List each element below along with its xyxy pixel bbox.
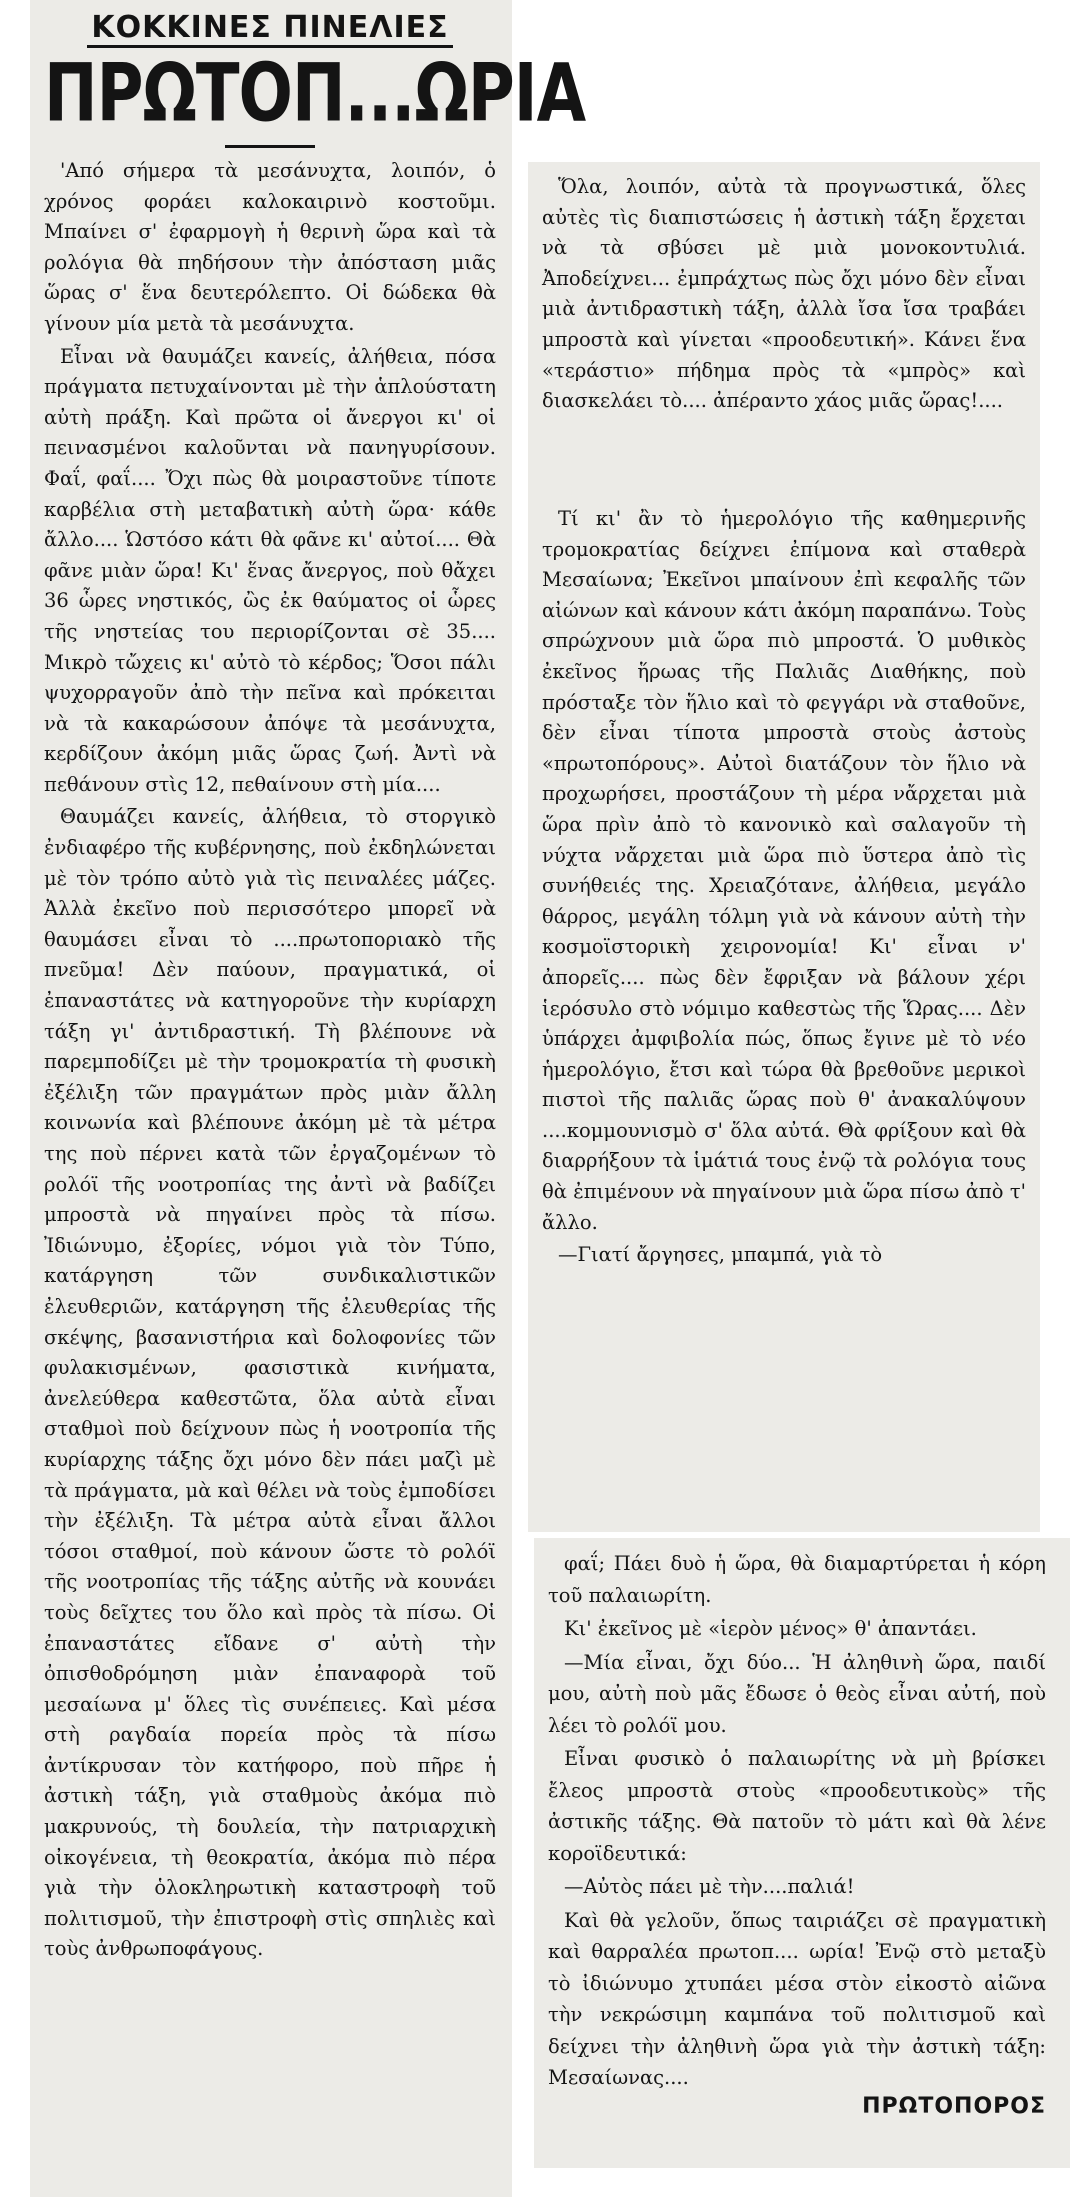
right-bottom-paragraph-1: φαΐ; Πάει δυὸ ἡ ὥρα, θὰ διαμαρτύρεται ἡ κόρη τοῦ παλαιωρίτη. xyxy=(548,1552,1046,1607)
right-middle-paragraph-2: —Γιατί ἄργησες, μπαμπά, γιὰ τὸ xyxy=(558,1243,883,1267)
left-paragraph-3: Θαυμάζει κανείς, ἀλήθεια, τὸ στοργικὸ ἐνδιαφέρο τῆς κυβέρνησης, ποὺ ἐκδηλώνεται μὲ τὸν τρόπο αὐτὸ γιὰ τὶς πειναλέες μάζες. Ἀλλὰ ἐκεῖνο ποὺ περισσότερο μπορεῖ νὰ θαυμάσει εἶναι τὸ ....πρωτοποριακὸ τῆς πνεῦμα! Δὲν παύουν, πραγματικά, οἱ ἐπαναστάτες νὰ κατηγοροῦνε τὴν κυρίαρχη τάξη γι' ἀντιδραστική. Τὴ βλέπουνε νὰ παρεμποδίζει μὲ τὴν τρομοκρατία τὴ φυσικὴ ἐξέλιξη τῶν πραγμάτων πρὸς μιὰν ἄλλη κοινωνία καὶ βλέπουνε ἀκόμη μὲ τὰ μέτρα της ποὺ πέρνει κατὰ τῶν ἐργαζομένων τὸ ρολόϊ τῆς νοοτροπίας της ἀντὶ νὰ βαδίζει μπροστὰ νὰ πηγαίνει πρὸς τὰ πίσω. Ἰδιώνυμο, ἐξορίες, νόμοι γιὰ τὸν Τύπο, κατάργηση τῶν συνδικαλιστικῶν ἐλευθεριῶν, κατάργηση τῆς ἐλευθερίας τῆς σκέψης, βασανιστήρια καὶ δολοφονίες τῶν φυλακισμένων, φασιστικὰ κινήματα, ἀνελεύθερα καθεστῶτα, ὅλα αὐτὰ εἶναι σταθμοὶ ποὺ δείχνουν πὼς ἡ νοοτροπία τῆς κυρίαρχης τάξης ὄχι μόνο δὲν πάει μαζὶ μὲ τὰ πράγματα, μὰ καὶ θέλει νὰ τοὺς ἐμποδίσει τὴν ἐξέλιξη. Τὰ μέτρα αὐτὰ εἶναι ἄλλοι τόσοι σταθμοί, ποὺ κάνουν ὥστε τὸ ρολόϊ τῆς νοοτροπίας τῆς τάξης αὐτῆς νὰ κουνάει τοὺς δεῖχτες του ὅλο καὶ πρὸς τὰ πίσω. Οἱ ἐπαναστάτες εἴδανε σ' αὐτὴ τὴν ὀπισθοδρόμηση μιὰν ἐπαναφορὰ τοῦ μεσαίωνα μ' ὅλες τὶς συνέπειες. Καὶ μέσα στὴ ραγδαία πορεία πρὸς τὰ πίσω ἀντίκρυσαν τὸν κατήφορο, ποὺ πῆρε ἡ ἀστικὴ τάξη, γιὰ σταθμοὺς ἀκόμα πιὸ μακρυνούς, τὴ δουλεία, τὴν πατριαρχικὴ οἰκογένεια, τὴ θεοκρατία, ἀκόμα πιὸ πέρα γιὰ τὴν ὁλοκληρωτικὴ καταστροφὴ τοῦ πολιτισμοῦ, τὴν ἐπιστροφὴ στὶς σπηλιὲς καὶ τοὺς ἀνθρωποφάγους. xyxy=(44,805,496,1961)
left-paragraph-2: Εἶναι νὰ θαυμάζει κανείς, ἀλήθεια, πόσα πράγματα πετυχαίνονται μὲ τὴν ἁπλούστατη αὐτὴ πράξη. Καὶ πρῶτα οἱ ἄνεργοι κι' οἱ πεινασμένοι καλοῦνται νὰ πανηγυρίσουν. Φαΐ, φαΐ.... Ὄχι πὼς θὰ μοιραστοῦνε τίποτε καρβέλια στὴ μεταβατικὴ αὐτὴ ὥρα· κάθε ἄλλο.... Ὡστόσο κάτι θὰ φᾶνε κι' αὐτοί.... Θὰ φᾶνε μιὰν ὥρα! Κι' ἕνας ἄνεργος, ποὺ θἄχει 36 ὧρες νηστικός, ὢς ἐκ θαύματος οἱ ὧρες τῆς νηστείας του περιορίζονται σὲ 35.... Μικρὸ τὤχεις κι' αὐτὸ τὸ κέρδος; Ὅσοι πάλι ψυχορραγοῦν ἀπὸ τὴν πεῖνα καὶ πρόκειται νὰ τὰ κακαρώσουν ἀπόψε τὰ μεσάνυχτα, κερδίζουν ἀκόμη μιᾶς ὥρας ζωή. Ἀντὶ νὰ πεθάνουν στὶς 12, πεθαίνουν στὴ μία.... xyxy=(44,344,496,796)
right-bottom-paragraph-4: Εἶναι φυσικὸ ὁ παλαιωρίτης νὰ μὴ βρίσκει ἔλεος μπροστὰ στοὺς «προοδευτικοὺς» τῆς ἀστικῆς τάξης. Θὰ πατοῦν τὸ μάτι καὶ θὰ λένε κοροϊδευτικά: xyxy=(548,1747,1046,1865)
right-bottom-paragraph-6: Καὶ θὰ γελοῦν, ὅπως ταιριάζει σὲ πραγματικὴ καὶ θαρραλέα πρωτοπ.... ωρία! Ἐνῷ στὸ μεταξὺ τὸ ἰδιώνυμο χτυπάει μέσα στὸν εἰκοστὸ αἰῶνα τὴν νεκρώσιμη καμπάνα τοῦ πολιτισμοῦ καὶ δείχνει τὴν ἀληθινὴ ὥρα γιὰ τὴν ἀστικὴ τάξη: Μεσαίωνας.... xyxy=(548,1908,1046,2089)
right-bottom-paragraph-5: —Αὐτὸς πάει μὲ τὴν....παλιά! xyxy=(564,1875,855,1898)
article-kicker: ΚΟΚΚΙΝΕΣ ΠΙΝΕΛΙΕΣ xyxy=(44,10,496,45)
right-middle-clipping xyxy=(528,492,1040,1532)
article-headline: ΠΡΩΤΟΠ...ΩΡΙΑ xyxy=(44,47,586,141)
left-paragraph-1: 'Από σήμερα τὰ μεσάνυχτα, λοιπόν, ὁ χρόνος φοράει καλοκαιρινὸ κοστοῦμι. Μπαίνει σ' ἐφαρμογὴ ἡ θερινὴ ὥρα καὶ τὰ ρολόγια θὰ πηδήσουν τὴν ἀπόσταση μιᾶς ὥρας σ' ἕνα δευτερόλεπτο. Οἱ δώδεκα θὰ γίνουν μία μετὰ τὰ μεσάνυχτα. xyxy=(44,159,496,335)
right-bottom-paragraph-3: —Μία εἶναι, ὄχι δύο... Ἡ ἀληθινὴ ὥρα, παιδί μου, αὐτὴ ποὺ μᾶς ἔδωσε ὁ θεὸς εἶναι αὐτή, ποὺ λέει τὸ ρολόϊ μου. xyxy=(548,1650,1046,1737)
right-bottom-paragraph-2: Κι' ἐκεῖνος μὲ «ἱερὸν μένος» θ' ἀπαντάει. xyxy=(564,1617,977,1640)
right-top-paragraph-1: Ὅλα, λοιπόν, αὐτὰ τὰ προγνωστικά, ὅλες αὐτὲς τὶς διαπιστώσεις ἡ ἀστικὴ τάξη ἔρχεται νὰ τὰ σβύσει μὲ μιὰ μονοκοντυλιά. Ἀποδείχνει... ἐμπράχτως πὼς ὄχι μόνο δὲν εἶναι μιὰ ἀντιδραστικὴ τάξη, ἀλλὰ ἴσα ἴσα τραβάει μπροστὰ καὶ γίνεται «προοδευτική». Κάνει ἕνα «τεράστιο» πήδημα πρὸς τὰ «μπρὸς» καὶ διασκελάει τὸ.... ἀπέραντο χάος μιᾶς ὥρας!.... xyxy=(542,175,1026,413)
right-bottom-clipping xyxy=(534,1538,1070,2168)
right-middle-paragraph-1: Τί κι' ἂν τὸ ἡμερολόγιο τῆς καθημερινῆς τρομοκρατίας δείχνει ἐπίμονα καὶ σταθερὰ Μεσαίωνα; Ἐκεῖνοι μπαίνουν ἐπὶ κεφαλῆς τῶν αἰώνων καὶ κάνουν κάτι ἀκόμη παραπάνω. Τοὺς σπρώχνουν μιὰ ὥρα πιὸ μπροστά. Ὁ μυθικὸς ἐκεῖνος ἥρωας τῆς Παλιᾶς Διαθήκης, ποὺ πρόσταξε τὸν ἥλιο καὶ τὸ φεγγάρι νὰ σταθοῦνε, δὲν εἶναι τίποτα μπροστὰ στοὺς ἀστοὺς «πρωτοπόρους». Αὐτοὶ διατάζουν τὸν ἥλιο νὰ προχωρήσει, προστάζουν τὴ μέρα νἄρχεται μιὰ ὥρα πρὶν ἀπὸ τὸ κανονικὸ καὶ σαλαγοῦν τὴ νύχτα νἄρχεται μιὰ ὥρα πιὸ ὕστερα ἀπὸ τὶς συνήθειές της. Χρειαζότανε, ἀλήθεια, μεγάλο θάρρος, μεγάλη τόλμη γιὰ νὰ κάνουν αὐτὴ τὴν κοσμοϊστορικὴ χειρονομία! Κι' εἶναι ν' ἀπορεῖς.... πὼς δὲν ἔφριξαν νὰ βάλουν χέρι ἱερόσυλο στὸ νόμιμο καθεστὼς τῆς Ὥρας.... Δὲν ὑπάρχει ἀμφιβολία πώς, ὅπως ἔγινε μὲ τὸ νέο ἡμερολόγιο, ἔτσι καὶ τώρα θὰ βρεθοῦνε μερικοὶ πιστοὶ τῆς παλιᾶς ὥρας ποὺ θ' ἀνακαλύψουν ....κομμουνισμὸ σ' ὅλα αὐτά. Θὰ φρίξουν καὶ θὰ διαρρήξουν τὰ ἱμάτιά τους ἐνῷ τὰ ρολόγια τους θὰ ἐπιμένουν νὰ πηγαίνουν μιὰ ὥρα πίσω ἀπὸ τ' ἄλλο. xyxy=(542,507,1026,1234)
article-signature: ΠΡΩΤΟΠΟΡΟΣ xyxy=(862,2093,1046,2119)
headline-rule xyxy=(225,145,315,148)
left-column-clipping xyxy=(30,0,586,2197)
right-top-clipping xyxy=(528,162,1040,492)
